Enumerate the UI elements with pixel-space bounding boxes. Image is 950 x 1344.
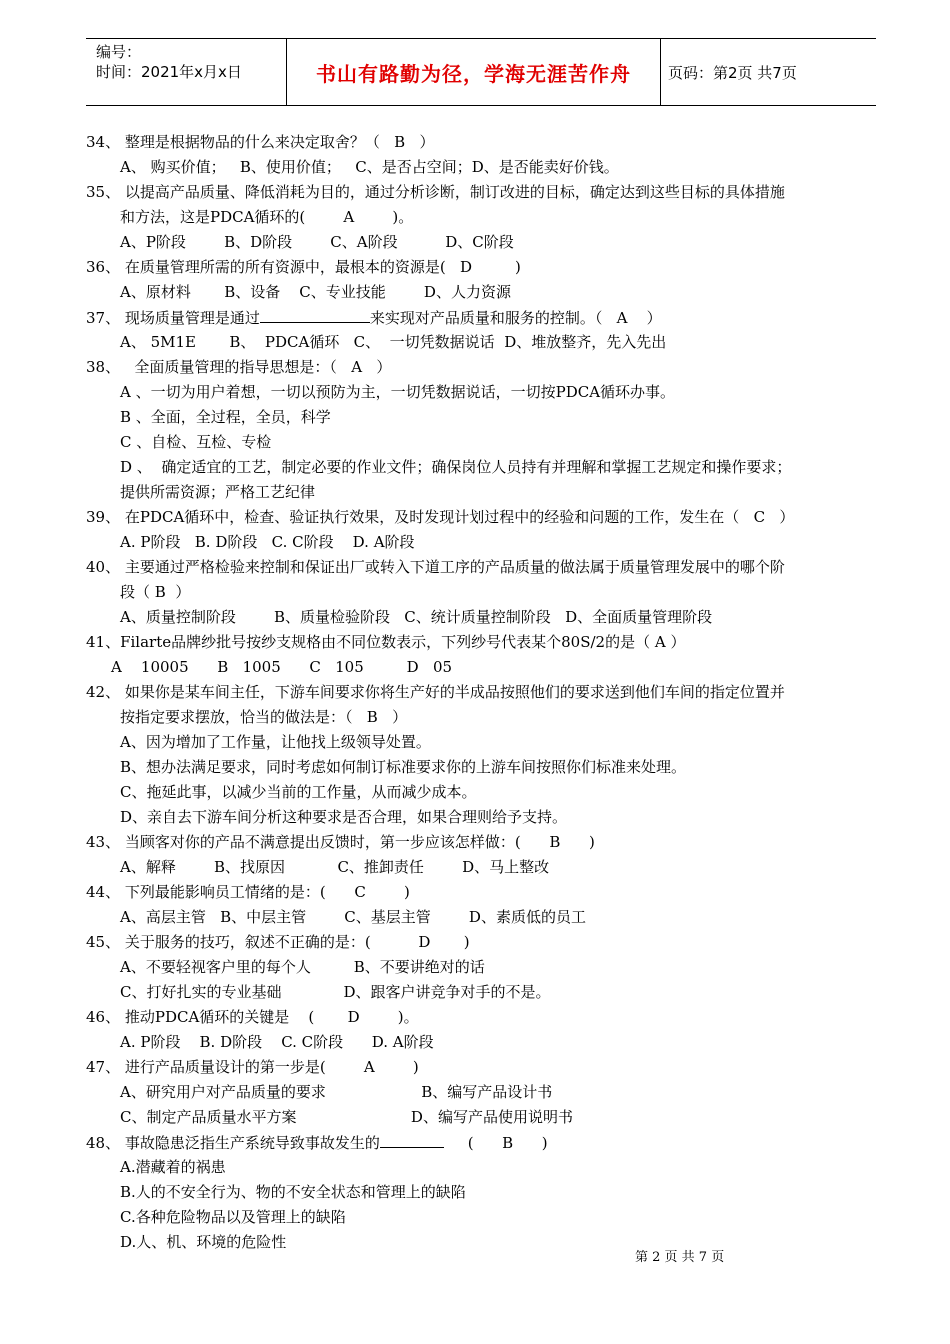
line-text: C、制定产品质量水平方案 D、编写产品使用说明书 [120,1108,573,1126]
option-line [86,530,886,555]
option-line [86,755,886,780]
line-text: A 10005 B 1005 C 105 D 05 [111,658,453,676]
option-line [86,1080,886,1105]
option-line [86,705,886,730]
question-line [86,305,886,330]
line-text: A、高层主管 B、中层主管 C、基层主管 D、素质低的员工 [120,908,586,926]
question-line [86,680,886,705]
line-text: D、亲自去下游车间分析这种要求是否合理，如果合理则给予支持。 [120,808,568,826]
line-text: 42、 如果你是某车间主任，下游车间要求你将生产好的半成品按照他们的要求送到他们车间的指定位置并 [86,683,785,701]
line-text: 48、 事故隐患泛指生产系统导致事故发生的 [86,1134,380,1152]
line-text: C 、自检、互检、专检 [120,433,272,451]
line-text: 39、 在PDCA循环中，检查、验证执行效果，及时发现计划过程中的经验和问题的工作，发生在（ C ） [86,508,795,526]
line-text: A.潜藏着的祸患 [120,1158,226,1176]
time-label: 时间：2021年x月x日 [96,63,242,81]
line-text: C.各种危险物品以及管理上的缺陷 [120,1208,346,1226]
line-text: B.人的不安全行为、物的不安全状态和管理上的缺陷 [120,1183,466,1201]
question-line [86,180,886,205]
question-line [86,505,886,530]
page-indicator: 页码：第2页 共7页 [668,63,797,82]
line-text: A 、一切为用户着想，一切以预防为主，一切凭数据说话，一切按PDCA循环办事。 [120,383,676,401]
option-line [86,480,886,505]
line-text: 按指定要求摆放，恰当的做法是：（ B ） [120,708,408,726]
line-text: 段（ B ） [120,583,191,601]
question-line [86,555,886,580]
answer-blank [260,305,370,323]
option-line [86,205,886,230]
line-text: 44、 下列最能影响员工情绪的是：( C ) [86,883,410,901]
line-text-after: 来实现对产品质量和服务的控制。（ A ） [369,309,662,327]
question-line [86,255,886,280]
line-text: A、原材料 B、设备 C、专业技能 D、人力资源 [120,283,511,301]
question-list [86,130,886,1255]
option-line [86,605,886,630]
option-line [86,405,886,430]
header-meta [86,39,286,105]
question-line [86,130,886,155]
question-line [86,880,886,905]
line-text: C、打好扎实的专业基础 D、跟客户讲竞争对手的不是。 [120,983,551,1001]
option-line [86,155,886,180]
page-header [86,38,876,106]
option-line [86,1230,886,1255]
line-text: 46、 推动PDCA循环的关键是 ( D )。 [86,1008,419,1026]
line-text: A、 5M1E B、 PDCA循环 C、 一切凭数据说话 D、堆放整齐，先入先出 [120,333,667,351]
line-text: A、解释 B、找原因 C、推卸责任 D、马上整改 [120,858,550,876]
option-line [86,905,886,930]
option-line [86,980,886,1005]
question-line [86,1130,886,1155]
line-text: D.人、机、环境的危险性 [120,1233,287,1251]
code-label: 编号： [96,43,142,61]
header-page-cell [660,39,876,105]
header-motto-cell [286,39,661,105]
option-line [86,855,886,880]
line-text: A、 购买价值； B、使用价值； C、是否占空间；D、是否能卖好价钱。 [120,158,619,176]
option-line [86,805,886,830]
line-text: A、研究用户对产品质量的要求 B、编写产品设计书 [120,1083,553,1101]
option-line [86,1205,886,1230]
line-text: 47、 进行产品质量设计的第一步是( A ) [86,1058,419,1076]
motto: 书山有路勤为径，学海无涯苦作舟 [316,61,631,86]
line-text: 38、 全面质量管理的指导思想是：（ A ） [86,358,392,376]
line-text: A、因为增加了工作量，让他找上级领导处置。 [120,733,431,751]
question-line [86,1055,886,1080]
line-text: 41、Filarte品牌纱批号按纱支规格由不同位数表示，下列纱号代表某个80S/2的是（ A ） [86,633,686,651]
line-text: 37、 现场质量管理是通过 [86,309,260,327]
line-text: C、拖延此事，以减少当前的工作量，从而减少成本。 [120,783,477,801]
option-line [86,330,886,355]
line-text: 34、 整理是根据物品的什么来决定取舍？（ B ） [86,133,435,151]
line-text: B 、全面，全过程，全员，科学 [120,408,331,426]
question-line [86,630,886,655]
line-text: 45、 关于服务的技巧，叙述不正确的是：( D ) [86,933,470,951]
option-line [86,955,886,980]
option-line [86,380,886,405]
option-line [86,1105,886,1130]
option-line [86,780,886,805]
line-text: D 、 确定适宜的工艺，制定必要的作业文件；确保岗位人员持有并理解和掌握工艺规定和操作要求； [120,458,792,476]
answer-blank [380,1130,444,1148]
question-line [86,1005,886,1030]
option-line [86,1030,886,1055]
line-text: 36、 在质量管理所需的所有资源中，最根本的资源是( D ) [86,258,521,276]
question-line [86,930,886,955]
line-text: B、想办法满足要求，同时考虑如何制订标准要求你的上游车间按照你们标准来处理。 [120,758,687,776]
option-line [86,455,886,480]
line-text: A、P阶段 B、D阶段 C、A阶段 D、C阶段 [120,233,514,251]
option-line [86,730,886,755]
line-text: 和方法，这是PDCA循环的( A )。 [120,208,414,226]
option-line [86,1180,886,1205]
question-line [86,355,886,380]
option-line [86,580,886,605]
line-text-after: ( B ) [443,1134,548,1152]
line-text: A、不要轻视客户里的每个人 B、不要讲绝对的话 [120,958,485,976]
line-text: 提供所需资源；严格工艺纪律 [120,483,316,501]
option-line [86,280,886,305]
option-line [86,1155,886,1180]
line-text: A、质量控制阶段 B、质量检验阶段 C、统计质量控制阶段 D、全面质量管理阶段 [120,608,713,626]
question-line [86,830,886,855]
option-line [86,430,886,455]
line-text: 35、 以提高产品质量、降低消耗为目的，通过分析诊断，制订改进的目标，确定达到这些目标的具体措施 [86,183,785,201]
option-line [86,655,886,680]
line-text: 43、 当顾客对你的产品不满意提出反馈时，第一步应该怎样做：( B ) [86,833,595,851]
option-line [86,230,886,255]
page-footer: 第 2 页 共 7 页 [635,1250,725,1265]
line-text: A. P阶段 B. D阶段 C. C阶段 D. A阶段 [120,533,415,551]
line-text: 40、 主要通过严格检验来控制和保证出厂或转入下道工序的产品质量的做法属于质量管理发展中的哪个阶 [86,558,785,576]
line-text: A. P阶段 B. D阶段 C. C阶段 D. A阶段 [120,1033,434,1051]
